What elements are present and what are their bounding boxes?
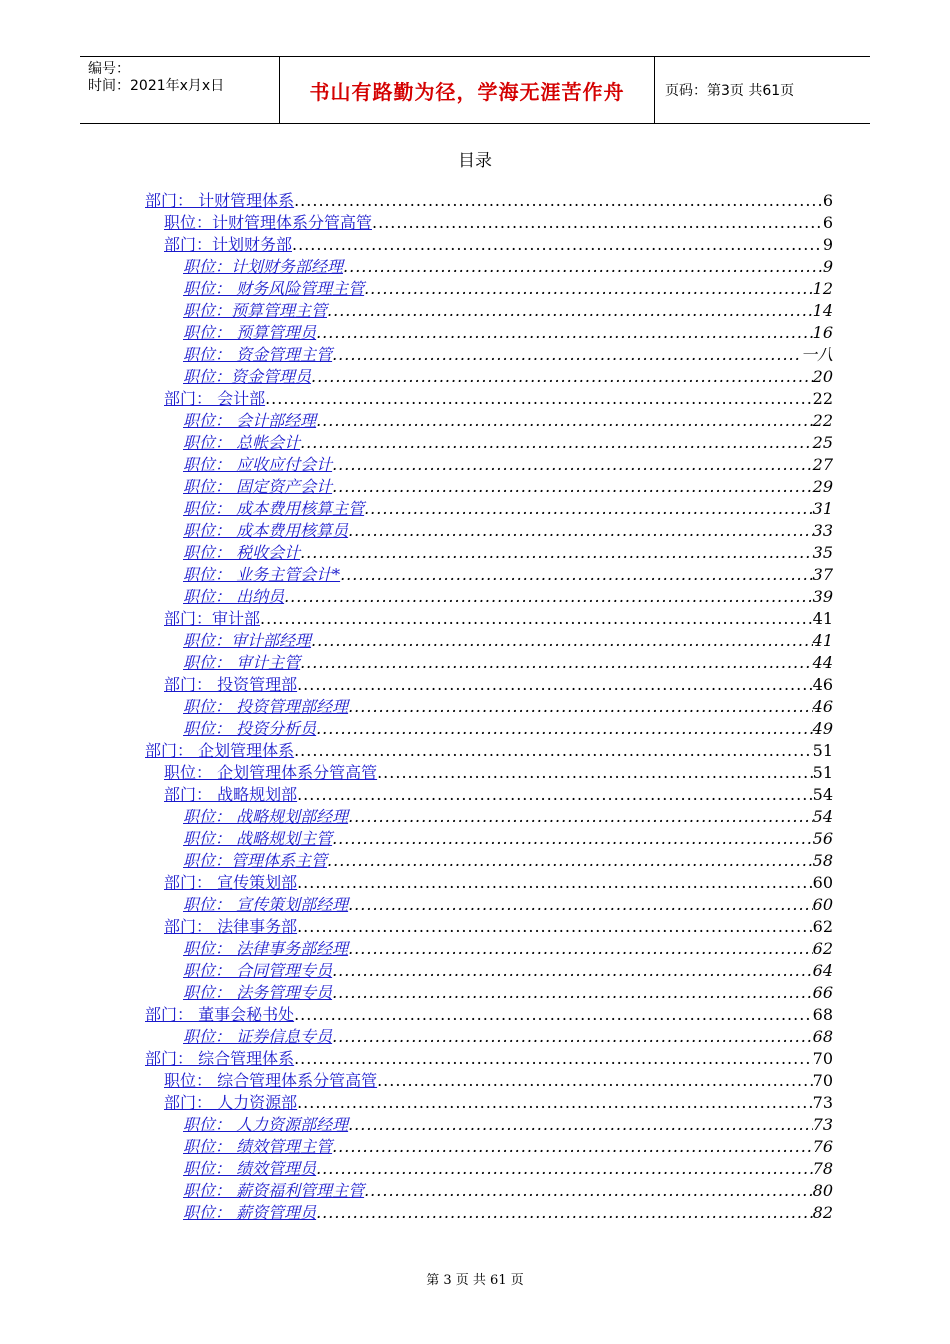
toc-entry[interactable]: [145, 1158, 833, 1180]
toc-entry[interactable]: [145, 586, 833, 608]
toc-leader-dots: [260, 608, 813, 630]
toc-entry-link[interactable]: 部门： 人力资源部: [164, 1093, 298, 1112]
toc-entry-link[interactable]: 部门： 企划管理体系: [145, 741, 295, 760]
toc-leader-dots: [364, 278, 813, 300]
toc-entry-link[interactable]: 职位： 人力资源部经理: [183, 1115, 349, 1134]
toc-entry[interactable]: [145, 1202, 833, 1224]
toc-page-number: 73: [812, 1115, 833, 1134]
toc-leader-dots: [284, 586, 813, 608]
toc-leader-dots: [294, 740, 813, 762]
toc-entry[interactable]: [145, 344, 833, 366]
toc-entry-link[interactable]: 部门： 宣传策划部: [164, 873, 298, 892]
toc-leader-dots: [348, 520, 813, 542]
toc-entry[interactable]: [145, 1048, 833, 1070]
toc-page-number: 66: [812, 983, 833, 1002]
toc-entry[interactable]: [145, 718, 833, 740]
toc-entry-link[interactable]: 职位： 综合管理体系分管高管: [164, 1071, 378, 1090]
toc-entry[interactable]: [145, 1092, 833, 1114]
toc-page-number: 58: [812, 851, 833, 870]
toc-entry[interactable]: [145, 388, 833, 410]
toc-page-number: 29: [812, 477, 833, 496]
toc-entry-link[interactable]: 职位： 企划管理体系分管高管: [164, 763, 378, 782]
toc-leader-dots: [377, 762, 813, 784]
toc-entry[interactable]: [145, 300, 833, 322]
toc-page-number: 80: [812, 1181, 833, 1200]
toc-entry[interactable]: [145, 454, 833, 476]
toc-page-number: 14: [812, 301, 833, 320]
toc-leader-dots: [297, 916, 813, 938]
toc-leader-dots: [377, 1070, 813, 1092]
toc-leader-dots: [348, 938, 813, 960]
toc-leader-dots: [340, 564, 813, 586]
toc-entry-link[interactable]: 职位： 财务风险管理主管: [183, 279, 365, 298]
toc-entry[interactable]: [145, 366, 833, 388]
toc-leader-dots: [311, 366, 813, 388]
toc-entry[interactable]: [145, 938, 833, 960]
toc-entry-link[interactable]: 职位： 合同管理专员: [183, 961, 333, 980]
toc-leader-dots: [348, 696, 813, 718]
header-motto-cell: [280, 57, 655, 123]
toc-leader-dots: [372, 212, 823, 234]
toc-leader-dots: [316, 1202, 813, 1224]
toc-page-number: 62: [812, 939, 833, 958]
toc-entry[interactable]: [145, 190, 833, 212]
toc-entry-link[interactable]: 职位： 应收应付会计: [183, 455, 333, 474]
toc-page-number: 39: [812, 587, 833, 606]
toc-entry-link[interactable]: 职位： 战略规划部经理: [183, 807, 349, 826]
toc-entry-link[interactable]: 职位：管理体系主管: [183, 851, 328, 870]
toc-entry-link[interactable]: 职位： 绩效管理主管: [183, 1137, 333, 1156]
toc-leader-dots: [332, 960, 813, 982]
toc-entry[interactable]: [145, 608, 833, 630]
toc-page-number: 64: [812, 961, 833, 980]
page-footer: 第 3 页 共 61 页: [426, 1273, 524, 1288]
toc-leader-dots: [327, 850, 813, 872]
toc-leader-dots: [332, 344, 801, 366]
toc-page-number: 54: [812, 807, 833, 826]
toc-entry-link[interactable]: 部门： 会计部: [164, 389, 266, 408]
toc-title: 目录: [458, 151, 492, 171]
toc-entry[interactable]: [145, 278, 833, 300]
toc-page-number: 一八: [800, 345, 833, 364]
toc-entry-link[interactable]: 部门： 投资管理部: [164, 675, 298, 694]
toc-leader-dots: [294, 1004, 813, 1026]
toc-page-number: 54: [812, 785, 833, 804]
toc-leader-dots: [332, 828, 813, 850]
toc-entry[interactable]: [145, 916, 833, 938]
toc-page-number: 44: [812, 653, 833, 672]
toc-page-number: 76: [812, 1137, 833, 1156]
toc-entry[interactable]: [145, 630, 833, 652]
toc-entry[interactable]: [145, 1114, 833, 1136]
toc-entry[interactable]: [145, 960, 833, 982]
toc-entry-link[interactable]: 部门： 法律事务部: [164, 917, 298, 936]
toc-page-number: 70: [812, 1049, 833, 1068]
toc-leader-dots: [294, 190, 823, 212]
toc-page-number: 22: [812, 389, 833, 408]
toc-leader-dots: [348, 1114, 813, 1136]
toc-page-number: 6: [822, 213, 833, 232]
toc-entry[interactable]: [145, 1026, 833, 1048]
toc-entry[interactable]: [145, 256, 833, 278]
toc-leader-dots: [332, 454, 813, 476]
toc-page-number: 73: [812, 1093, 833, 1112]
header-page-info: 页码：第3页 共61页: [665, 83, 795, 99]
toc-entry[interactable]: [145, 542, 833, 564]
toc-entry-link[interactable]: 职位： 总帐会计: [183, 433, 301, 452]
toc-entry[interactable]: [145, 1004, 833, 1026]
toc-entry[interactable]: [145, 410, 833, 432]
toc-leader-dots: [364, 498, 813, 520]
toc-page-number: 25: [812, 433, 833, 452]
toc-page-number: 68: [812, 1005, 833, 1024]
toc-entry[interactable]: [145, 894, 833, 916]
toc-leader-dots: [297, 872, 813, 894]
toc-entry[interactable]: [145, 234, 833, 256]
toc-entry[interactable]: [145, 520, 833, 542]
toc-entry-link[interactable]: 职位：计财管理体系分管高管: [164, 213, 373, 232]
toc-entry-link[interactable]: 职位： 预算管理员: [183, 323, 317, 342]
toc-entry[interactable]: [145, 784, 833, 806]
toc-entry[interactable]: [145, 212, 833, 234]
toc-entry[interactable]: [145, 652, 833, 674]
toc-leader-dots: [332, 1026, 813, 1048]
toc-leader-dots: [316, 1158, 813, 1180]
toc-page-number: 60: [812, 873, 833, 892]
toc-leader-dots: [332, 982, 813, 1004]
toc-leader-dots: [300, 652, 813, 674]
toc-entry-link[interactable]: 部门： 计财管理体系: [145, 191, 295, 210]
toc-entry[interactable]: [145, 476, 833, 498]
toc-page-number: 6: [822, 191, 833, 210]
toc-entry-link[interactable]: 职位： 薪资管理员: [183, 1203, 317, 1222]
toc-leader-dots: [265, 388, 813, 410]
toc-entry[interactable]: [145, 432, 833, 454]
toc-page-number: 51: [812, 741, 833, 760]
toc-entry-link[interactable]: 职位： 宣传策划部经理: [183, 895, 349, 914]
toc-leader-dots: [297, 674, 813, 696]
toc-leader-dots: [297, 784, 813, 806]
toc-entry-link[interactable]: 职位： 业务主管会计*: [183, 565, 341, 584]
toc-entry[interactable]: [145, 850, 833, 872]
toc-entry-link[interactable]: 部门：审计部: [164, 609, 261, 628]
header-meta: [80, 57, 280, 123]
toc-leader-dots: [311, 630, 813, 652]
toc-leader-dots: [316, 410, 813, 432]
toc-leader-dots: [332, 1136, 813, 1158]
toc-entry-link[interactable]: 职位：资金管理员: [183, 367, 312, 386]
toc-page-number: 46: [812, 697, 833, 716]
toc-page-number: 35: [812, 543, 833, 562]
toc-page-number: 33: [812, 521, 833, 540]
page-header: [80, 56, 870, 124]
toc-page-number: 62: [812, 917, 833, 936]
toc-page-number: 37: [812, 565, 833, 584]
toc-leader-dots: [300, 542, 813, 564]
toc-page-number: 27: [812, 455, 833, 474]
toc-page-number: 68: [812, 1027, 833, 1046]
toc-entry[interactable]: [145, 828, 833, 850]
toc-entry-link[interactable]: 职位：计划财务部经理: [183, 257, 344, 276]
toc-page-number: 41: [812, 609, 833, 628]
toc-leader-dots: [297, 1092, 813, 1114]
toc-entry[interactable]: [145, 1180, 833, 1202]
toc-entry-link[interactable]: 职位： 资金管理主管: [183, 345, 333, 364]
toc-leader-dots: [348, 894, 813, 916]
toc-page-number: 9: [822, 257, 833, 276]
toc-leader-dots: [292, 234, 823, 256]
toc-entry-link[interactable]: 职位： 投资分析员: [183, 719, 317, 738]
toc-leader-dots: [364, 1180, 813, 1202]
toc-entry[interactable]: [145, 322, 833, 344]
toc-entry-link[interactable]: 职位： 审计主管: [183, 653, 301, 672]
toc-page-number: 12: [812, 279, 833, 298]
toc-entry-link[interactable]: 职位： 绩效管理员: [183, 1159, 317, 1178]
toc-entry-link[interactable]: 职位： 成本费用核算主管: [183, 499, 365, 518]
toc-leader-dots: [300, 432, 813, 454]
toc-entry-link[interactable]: 部门： 董事会秘书处: [145, 1005, 295, 1024]
toc-entry[interactable]: [145, 872, 833, 894]
toc-page-number: 78: [812, 1159, 833, 1178]
toc-entry-link[interactable]: 职位： 会计部经理: [183, 411, 317, 430]
toc-entry-link[interactable]: 职位： 薪资福利管理主管: [183, 1181, 365, 1200]
toc-leader-dots: [294, 1048, 813, 1070]
document-time-label: 时间：2021年x月x日: [88, 78, 225, 94]
toc-entry-link[interactable]: 职位： 出纳员: [183, 587, 285, 606]
toc-page-number: 60: [812, 895, 833, 914]
document-number-label: 编号：: [88, 61, 130, 77]
toc-page-number: 70: [812, 1071, 833, 1090]
toc-leader-dots: [327, 300, 813, 322]
toc-entry-link[interactable]: 职位：预算管理主管: [183, 301, 328, 320]
toc-entry[interactable]: [145, 498, 833, 520]
toc-entry-link[interactable]: 职位：审计部经理: [183, 631, 312, 650]
toc-entry-link[interactable]: 职位： 战略规划主管: [183, 829, 333, 848]
toc-entry-link[interactable]: 职位： 投资管理部经理: [183, 697, 349, 716]
toc-entry-link[interactable]: 职位： 固定资产会计: [183, 477, 333, 496]
toc-entry[interactable]: [145, 762, 833, 784]
toc-leader-dots: [332, 476, 813, 498]
toc-entry[interactable]: [145, 806, 833, 828]
toc-entry-link[interactable]: 职位： 成本费用核算员: [183, 521, 349, 540]
toc-entry[interactable]: [145, 564, 833, 586]
toc-leader-dots: [348, 806, 813, 828]
toc-page-number: 31: [812, 499, 833, 518]
toc-entry-link[interactable]: 职位： 税收会计: [183, 543, 301, 562]
toc-page-number: 20: [812, 367, 833, 386]
toc-entry-link[interactable]: 职位： 法律事务部经理: [183, 939, 349, 958]
toc-entry-link[interactable]: 部门： 综合管理体系: [145, 1049, 295, 1068]
toc-page-number: 46: [812, 675, 833, 694]
toc-entry[interactable]: [145, 674, 833, 696]
toc-leader-dots: [316, 322, 813, 344]
toc-leader-dots: [316, 718, 813, 740]
toc-entry[interactable]: [145, 740, 833, 762]
toc-page-number: 49: [812, 719, 833, 738]
toc-entry[interactable]: [145, 1136, 833, 1158]
table-of-contents: [145, 190, 833, 1224]
toc-entry-link[interactable]: 职位： 法务管理专员: [183, 983, 333, 1002]
toc-entry[interactable]: [145, 696, 833, 718]
toc-page-number: 51: [812, 763, 833, 782]
toc-page-number: 82: [812, 1203, 833, 1222]
header-motto: 书山有路勤为径，学海无涯苦作舟: [309, 79, 625, 104]
toc-entry-link[interactable]: 部门： 战略规划部: [164, 785, 298, 804]
toc-entry-link[interactable]: 职位： 证券信息专员: [183, 1027, 333, 1046]
toc-page-number: 41: [812, 631, 833, 650]
toc-page-number: 9: [822, 235, 833, 254]
toc-page-number: 22: [812, 411, 833, 430]
toc-leader-dots: [343, 256, 823, 278]
toc-entry[interactable]: [145, 1070, 833, 1092]
toc-page-number: 16: [812, 323, 833, 342]
toc-page-number: 56: [812, 829, 833, 848]
toc-entry-link[interactable]: 部门：计划财务部: [164, 235, 293, 254]
toc-entry[interactable]: [145, 982, 833, 1004]
